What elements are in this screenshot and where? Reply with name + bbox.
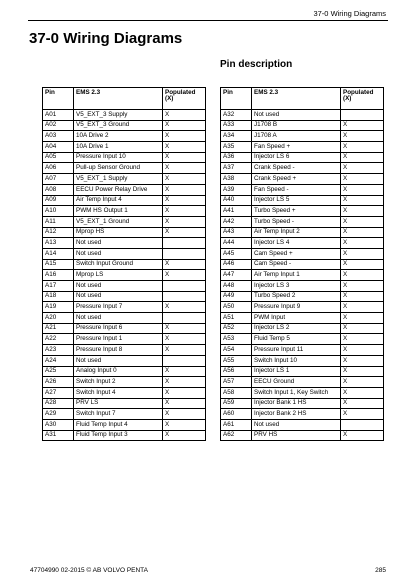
cell-populated: X: [163, 259, 206, 270]
cell-pin: A25: [43, 366, 74, 377]
cell-populated: [163, 313, 206, 324]
table-row: [221, 270, 384, 281]
cell-pin: A47: [221, 270, 252, 281]
cell-ems: Injector LS 4: [252, 238, 341, 249]
table-row: [43, 345, 206, 356]
table-row: [221, 409, 384, 420]
cell-pin: A32: [221, 110, 252, 121]
col-header-populated: Populated (X): [341, 88, 384, 110]
table-row: [221, 291, 384, 302]
running-header: 37-0 Wiring Diagrams: [313, 9, 386, 18]
cell-pin: A07: [43, 174, 74, 185]
cell-ems: Crank Speed -: [252, 163, 341, 174]
cell-populated: X: [163, 366, 206, 377]
cell-pin: A54: [221, 345, 252, 356]
cell-pin: A62: [221, 430, 252, 441]
cell-populated: [163, 291, 206, 302]
cell-ems: Pressure Input 9: [252, 302, 341, 313]
cell-populated: X: [341, 313, 384, 324]
table-row: [43, 270, 206, 281]
cell-ems: Mprop LS: [74, 270, 163, 281]
cell-populated: [163, 238, 206, 249]
cell-populated: X: [163, 302, 206, 313]
cell-ems: Air Temp Input 4: [74, 195, 163, 206]
table-row: [221, 227, 384, 238]
cell-populated: X: [341, 216, 384, 227]
cell-populated: X: [163, 270, 206, 281]
cell-pin: A13: [43, 238, 74, 249]
cell-pin: A14: [43, 248, 74, 259]
cell-pin: A17: [43, 281, 74, 292]
table-row: [221, 184, 384, 195]
table-row: [221, 323, 384, 334]
table-row: [221, 206, 384, 217]
cell-ems: Air Temp Input 1: [252, 270, 341, 281]
cell-pin: A61: [221, 419, 252, 430]
table-row: [43, 152, 206, 163]
table-header-row: [43, 88, 206, 110]
cell-ems: Injector LS 1: [252, 366, 341, 377]
cell-populated: X: [341, 142, 384, 153]
cell-pin: A49: [221, 291, 252, 302]
cell-ems: 10A Drive 2: [74, 131, 163, 142]
cell-pin: A28: [43, 398, 74, 409]
table-row: [43, 334, 206, 345]
cell-pin: A59: [221, 398, 252, 409]
cell-ems: Not used: [74, 291, 163, 302]
table-row: [43, 419, 206, 430]
table-row: [43, 142, 206, 153]
cell-ems: Switch Input 4: [74, 387, 163, 398]
cell-ems: Turbo Speed -: [252, 216, 341, 227]
cell-populated: X: [163, 409, 206, 420]
cell-pin: A10: [43, 206, 74, 217]
cell-populated: X: [163, 216, 206, 227]
cell-ems: Not used: [74, 248, 163, 259]
table-row: [221, 334, 384, 345]
cell-ems: PWM HS Output 1: [74, 206, 163, 217]
table-row: [221, 163, 384, 174]
cell-ems: Not used: [74, 355, 163, 366]
cell-populated: X: [341, 281, 384, 292]
cell-pin: A53: [221, 334, 252, 345]
table-row: [221, 377, 384, 388]
cell-populated: X: [341, 152, 384, 163]
cell-ems: Fan Speed -: [252, 184, 341, 195]
table-row: [43, 313, 206, 324]
cell-pin: A45: [221, 248, 252, 259]
table-row: [221, 142, 384, 153]
cell-ems: Switch Input 2: [74, 377, 163, 388]
cell-populated: X: [341, 259, 384, 270]
cell-ems: Air Temp Input 2: [252, 227, 341, 238]
cell-pin: A35: [221, 142, 252, 153]
table-row: [43, 430, 206, 441]
cell-populated: X: [163, 110, 206, 121]
cell-ems: Cam Speed -: [252, 259, 341, 270]
cell-populated: X: [163, 195, 206, 206]
cell-populated: [163, 248, 206, 259]
cell-pin: A52: [221, 323, 252, 334]
cell-ems: Not used: [74, 281, 163, 292]
cell-pin: A16: [43, 270, 74, 281]
cell-pin: A22: [43, 334, 74, 345]
cell-pin: A48: [221, 281, 252, 292]
cell-ems: 10A Drive 1: [74, 142, 163, 153]
table-row: [43, 281, 206, 292]
table-row: [43, 291, 206, 302]
cell-populated: X: [341, 291, 384, 302]
cell-ems: Analog Input 0: [74, 366, 163, 377]
cell-populated: [341, 419, 384, 430]
cell-ems: EECU Power Relay Drive: [74, 184, 163, 195]
table-row: [43, 377, 206, 388]
table-row: [43, 110, 206, 121]
cell-ems: Switch Input 10: [252, 355, 341, 366]
table-row: [43, 206, 206, 217]
table-row: [43, 131, 206, 142]
cell-populated: X: [163, 152, 206, 163]
cell-ems: V5_EXT_3 Supply: [74, 110, 163, 121]
cell-populated: X: [163, 398, 206, 409]
table-row: [221, 238, 384, 249]
cell-populated: X: [163, 131, 206, 142]
cell-populated: X: [163, 142, 206, 153]
table-row: [221, 120, 384, 131]
cell-ems: Switch Input Ground: [74, 259, 163, 270]
cell-populated: X: [163, 227, 206, 238]
cell-populated: X: [341, 131, 384, 142]
cell-populated: X: [163, 184, 206, 195]
cell-ems: Switch Input 1, Key Switch: [252, 387, 341, 398]
cell-populated: X: [341, 270, 384, 281]
cell-pin: A37: [221, 163, 252, 174]
cell-populated: X: [163, 430, 206, 441]
cell-ems: Not used: [74, 313, 163, 324]
cell-pin: A33: [221, 120, 252, 131]
cell-ems: V5_EXT_1 Ground: [74, 216, 163, 227]
col-header-pin: Pin: [43, 88, 74, 110]
cell-populated: X: [341, 387, 384, 398]
cell-ems: Crank Speed +: [252, 174, 341, 185]
pin-table-right: [220, 87, 384, 441]
cell-ems: Pressure Input 6: [74, 323, 163, 334]
cell-pin: A58: [221, 387, 252, 398]
table-row: [221, 152, 384, 163]
cell-ems: Turbo Speed +: [252, 206, 341, 217]
table-row: [43, 366, 206, 377]
cell-populated: [163, 355, 206, 366]
cell-ems: Fluid Temp Input 3: [74, 430, 163, 441]
cell-populated: X: [163, 174, 206, 185]
table-row: [43, 174, 206, 185]
section-title: Pin description: [220, 59, 293, 70]
cell-pin: A08: [43, 184, 74, 195]
cell-pin: A44: [221, 238, 252, 249]
footer-doc-id: 47704990 02-2015 © AB VOLVO PENTA: [30, 567, 149, 574]
cell-populated: X: [341, 430, 384, 441]
table-row: [221, 281, 384, 292]
cell-pin: A57: [221, 377, 252, 388]
table-row: [43, 355, 206, 366]
cell-ems: Pressure Input 10: [74, 152, 163, 163]
table-row: [43, 387, 206, 398]
cell-ems: Injector LS 2: [252, 323, 341, 334]
cell-populated: X: [341, 409, 384, 420]
cell-populated: X: [341, 184, 384, 195]
cell-ems: PRV HS: [252, 430, 341, 441]
cell-pin: A03: [43, 131, 74, 142]
col-header-pin: Pin: [221, 88, 252, 110]
col-header-ems: EMS 2.3: [252, 88, 341, 110]
table-row: [43, 248, 206, 259]
table-row: [221, 313, 384, 324]
cell-populated: X: [341, 195, 384, 206]
table-row: [43, 398, 206, 409]
cell-pin: A27: [43, 387, 74, 398]
cell-pin: A21: [43, 323, 74, 334]
table-row: [221, 345, 384, 356]
table-row: [221, 430, 384, 441]
table-row: [221, 174, 384, 185]
cell-pin: A11: [43, 216, 74, 227]
cell-populated: X: [341, 206, 384, 217]
cell-pin: A55: [221, 355, 252, 366]
table-row: [43, 163, 206, 174]
table-row: [43, 259, 206, 270]
table-row: [221, 302, 384, 313]
cell-pin: A51: [221, 313, 252, 324]
cell-pin: A09: [43, 195, 74, 206]
cell-populated: X: [163, 163, 206, 174]
cell-populated: X: [163, 419, 206, 430]
cell-populated: X: [341, 227, 384, 238]
cell-ems: PWM Input: [252, 313, 341, 324]
cell-pin: A01: [43, 110, 74, 121]
col-header-populated: Populated (X): [163, 88, 206, 110]
table-row: [43, 227, 206, 238]
cell-populated: X: [341, 248, 384, 259]
table-row: [221, 110, 384, 121]
table-row: [43, 323, 206, 334]
cell-ems: V5_EXT_3 Ground: [74, 120, 163, 131]
cell-ems: Injector LS 3: [252, 281, 341, 292]
header-rule: [28, 20, 388, 21]
cell-pin: A38: [221, 174, 252, 185]
cell-populated: X: [341, 334, 384, 345]
cell-pin: A06: [43, 163, 74, 174]
page-number: 285: [375, 567, 386, 574]
table-row: [43, 195, 206, 206]
cell-populated: X: [163, 377, 206, 388]
cell-populated: X: [163, 387, 206, 398]
cell-ems: Cam Speed +: [252, 248, 341, 259]
cell-ems: Not used: [74, 238, 163, 249]
table-row: [221, 387, 384, 398]
cell-populated: X: [341, 366, 384, 377]
cell-ems: Pressure Input 7: [74, 302, 163, 313]
cell-populated: X: [341, 238, 384, 249]
cell-ems: Injector LS 6: [252, 152, 341, 163]
cell-ems: Fluid Temp Input 4: [74, 419, 163, 430]
cell-pin: A30: [43, 419, 74, 430]
cell-populated: X: [341, 174, 384, 185]
cell-pin: A42: [221, 216, 252, 227]
table-row: [43, 302, 206, 313]
table-row: [43, 184, 206, 195]
cell-ems: V5_EXT_1 Supply: [74, 174, 163, 185]
cell-pin: A23: [43, 345, 74, 356]
cell-populated: X: [341, 323, 384, 334]
cell-ems: Fan Speed +: [252, 142, 341, 153]
table-row: [43, 120, 206, 131]
table-row: [221, 366, 384, 377]
cell-pin: A36: [221, 152, 252, 163]
cell-populated: X: [163, 345, 206, 356]
table-row: [221, 195, 384, 206]
cell-ems: Mprop HS: [74, 227, 163, 238]
pin-table-left: [42, 87, 206, 441]
cell-ems: Pressure Input 1: [74, 334, 163, 345]
cell-populated: X: [341, 302, 384, 313]
table-row: [43, 238, 206, 249]
cell-populated: X: [163, 334, 206, 345]
cell-pin: A40: [221, 195, 252, 206]
cell-pin: A60: [221, 409, 252, 420]
cell-pin: A05: [43, 152, 74, 163]
cell-pin: A12: [43, 227, 74, 238]
cell-ems: Injector Bank 1 HS: [252, 398, 341, 409]
cell-pin: A31: [43, 430, 74, 441]
table-row: [221, 355, 384, 366]
cell-populated: [341, 110, 384, 121]
cell-pin: A02: [43, 120, 74, 131]
cell-pin: A15: [43, 259, 74, 270]
cell-pin: A18: [43, 291, 74, 302]
cell-pin: A41: [221, 206, 252, 217]
cell-ems: EECU Ground: [252, 377, 341, 388]
cell-populated: X: [341, 345, 384, 356]
cell-populated: X: [341, 377, 384, 388]
cell-ems: Pressure Input 8: [74, 345, 163, 356]
table-row: [43, 409, 206, 420]
cell-ems: J1708 A: [252, 131, 341, 142]
cell-populated: X: [163, 323, 206, 334]
cell-populated: [163, 281, 206, 292]
cell-pin: A39: [221, 184, 252, 195]
cell-pin: A26: [43, 377, 74, 388]
cell-pin: A20: [43, 313, 74, 324]
cell-ems: Fluid Temp 5: [252, 334, 341, 345]
cell-pin: A24: [43, 355, 74, 366]
cell-populated: X: [341, 120, 384, 131]
cell-populated: X: [163, 120, 206, 131]
cell-ems: Pressure Input 11: [252, 345, 341, 356]
cell-pin: A04: [43, 142, 74, 153]
cell-populated: X: [341, 398, 384, 409]
cell-populated: X: [163, 206, 206, 217]
table-row: [43, 216, 206, 227]
cell-pin: A19: [43, 302, 74, 313]
cell-pin: A43: [221, 227, 252, 238]
cell-ems: Not used: [252, 110, 341, 121]
cell-ems: Pull-up Sensor Ground: [74, 163, 163, 174]
table-row: [221, 216, 384, 227]
table-row: [221, 259, 384, 270]
table-row: [221, 398, 384, 409]
cell-pin: A34: [221, 131, 252, 142]
cell-ems: PRV LS: [74, 398, 163, 409]
cell-populated: X: [341, 355, 384, 366]
cell-populated: X: [341, 163, 384, 174]
cell-pin: A29: [43, 409, 74, 420]
table-row: [221, 131, 384, 142]
cell-pin: A46: [221, 259, 252, 270]
table-row: [221, 248, 384, 259]
cell-ems: Injector Bank 2 HS: [252, 409, 341, 420]
cell-ems: J1708 B: [252, 120, 341, 131]
cell-pin: A56: [221, 366, 252, 377]
cell-ems: Switch Input 7: [74, 409, 163, 420]
col-header-ems: EMS 2.3: [74, 88, 163, 110]
cell-pin: A50: [221, 302, 252, 313]
table-header-row: [221, 88, 384, 110]
cell-ems: Injector LS 5: [252, 195, 341, 206]
cell-ems: Turbo Speed 2: [252, 291, 341, 302]
cell-ems: Not used: [252, 419, 341, 430]
page-title: 37-0 Wiring Diagrams: [29, 30, 183, 47]
table-row: [221, 419, 384, 430]
